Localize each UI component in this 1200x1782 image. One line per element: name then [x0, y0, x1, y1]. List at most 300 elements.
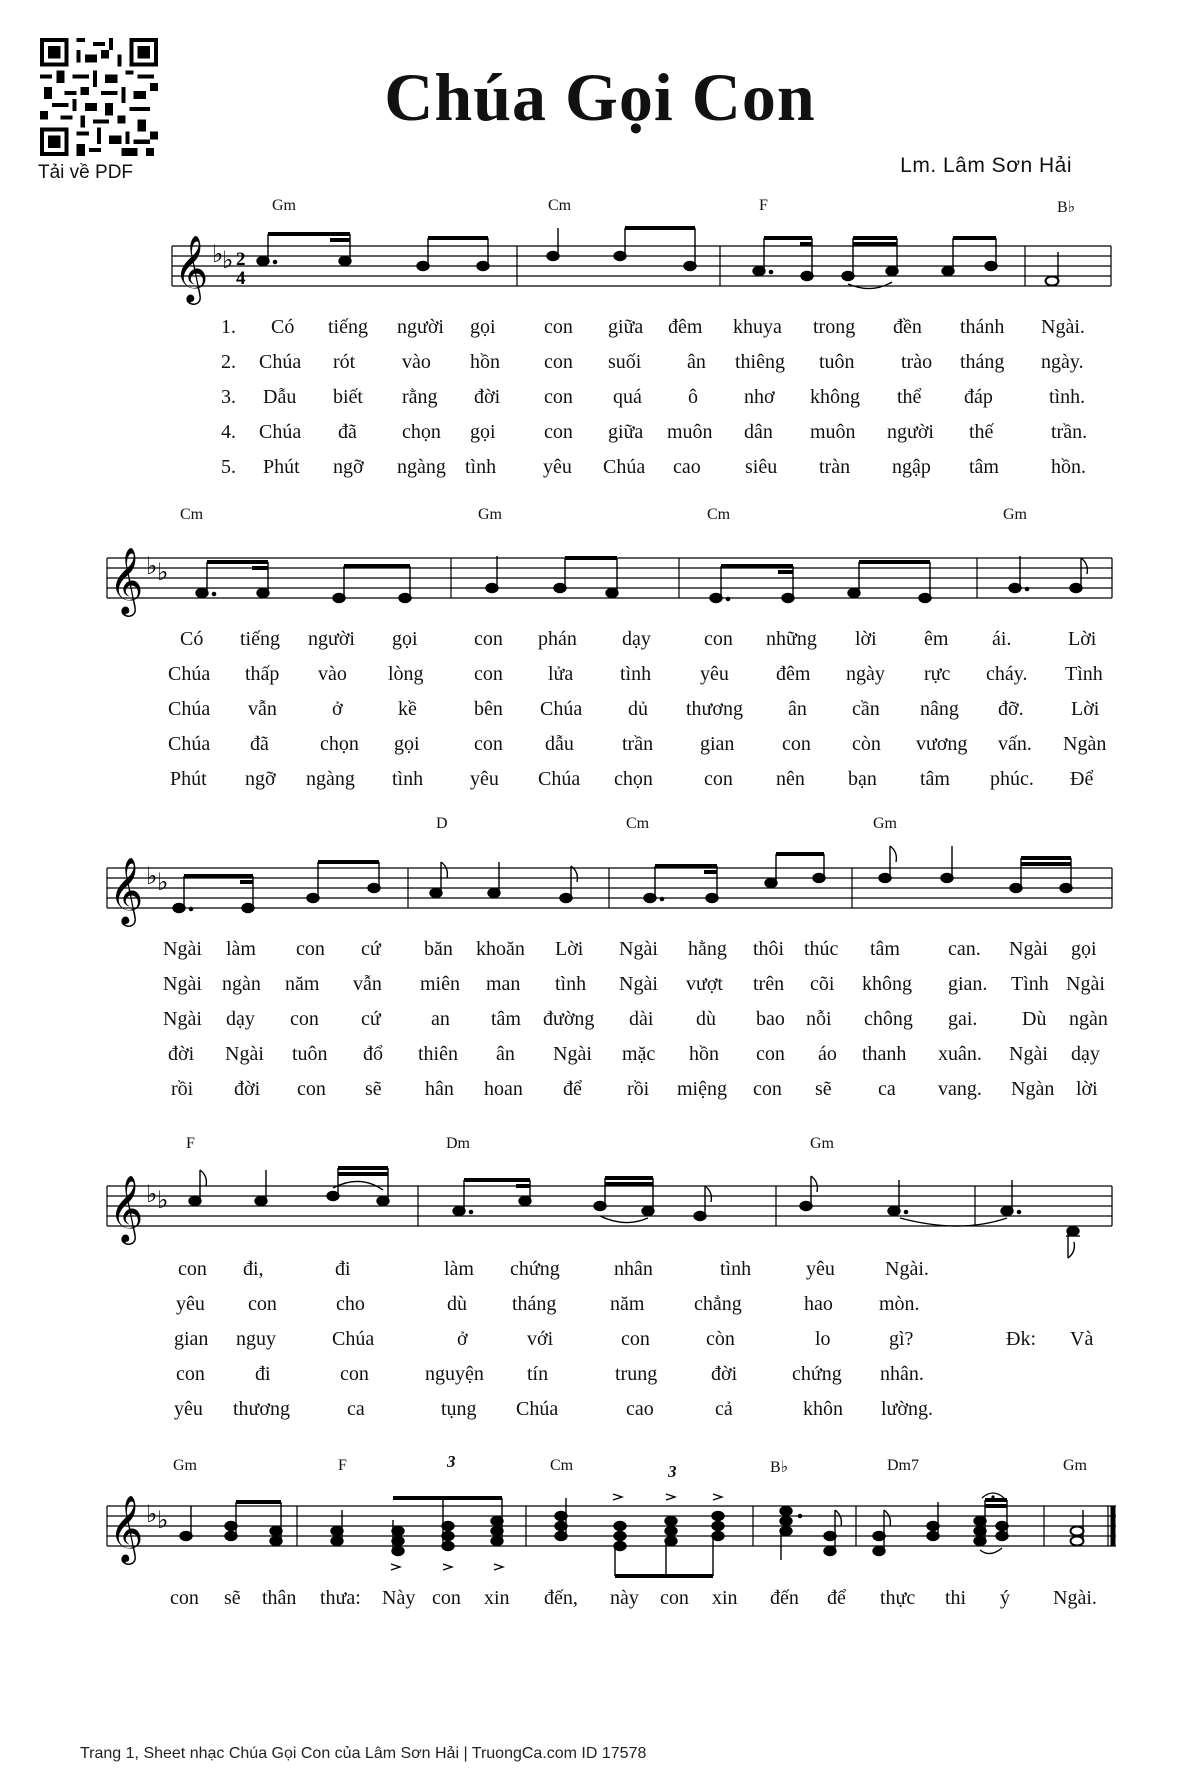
lyric-syllable: hằng	[688, 938, 727, 960]
lyric-syllable: Ngàn	[1011, 1078, 1055, 1100]
lyric-syllable: ân	[496, 1043, 515, 1065]
lyric-syllable: năm	[285, 973, 320, 995]
lyric-syllable: kề	[398, 698, 417, 720]
lyric-syllable: ca	[347, 1398, 365, 1420]
lyric-syllable: Và	[1070, 1328, 1094, 1350]
svg-text:♭: ♭	[157, 560, 169, 586]
lyric-syllable: nhân	[614, 1258, 653, 1280]
lyric-syllable: con	[782, 733, 811, 755]
lyric-syllable: yêu	[806, 1258, 835, 1280]
lyric-syllable: thúc	[804, 938, 839, 960]
lyric-syllable: cháy.	[986, 663, 1028, 685]
svg-text:♭: ♭	[157, 1508, 169, 1534]
chord-label: Cm	[626, 815, 650, 832]
lyric-syllable: tình	[720, 1258, 752, 1280]
lyric-syllable: nguy	[236, 1328, 276, 1350]
lyric-syllable: muôn	[667, 421, 713, 443]
lyric-syllable: thiên	[418, 1043, 458, 1065]
lyric-syllable: cao	[673, 456, 701, 478]
lyric-syllable: Chúa	[168, 733, 211, 755]
lyric-syllable: Ngài	[163, 938, 202, 960]
lyric-syllable: Ngài	[163, 1008, 202, 1030]
lyric-syllable: con	[248, 1293, 277, 1315]
lyric-syllable: tâm	[870, 938, 900, 960]
chord-label: Gm	[1063, 1457, 1087, 1474]
lyric-syllable: để	[827, 1587, 846, 1609]
lyric-syllable: con	[660, 1587, 689, 1609]
lyric-syllable: chẳng	[694, 1293, 742, 1315]
chord-label: B♭	[1057, 199, 1076, 216]
lyric-syllable: dạy	[622, 628, 651, 650]
lyric-syllable: để	[563, 1078, 582, 1100]
lyric-syllable: Ngài	[1066, 973, 1105, 995]
lyric-syllable: con	[621, 1328, 650, 1350]
lyric-syllable: con	[544, 316, 573, 338]
lyric-syllable: gian	[700, 733, 735, 755]
lyric-syllable: đêm	[668, 316, 703, 338]
lyric-syllable: lo	[815, 1328, 831, 1350]
lyric-syllable: chọn	[614, 768, 653, 790]
lyric-syllable: sẽ	[815, 1078, 832, 1100]
lyric-syllable: băn	[424, 938, 453, 960]
lyric-syllable: áo	[818, 1043, 837, 1065]
lyric-syllable: miên	[420, 973, 460, 995]
lyric-syllable: con	[170, 1587, 199, 1609]
lyric-syllable: 5.	[221, 456, 236, 478]
svg-text:4: 4	[236, 268, 246, 289]
lyric-syllable: đường	[543, 1008, 595, 1030]
lyric-syllable: yêu	[470, 768, 499, 790]
lyric-syllable: con	[176, 1363, 205, 1385]
lyric-syllable: Chúa	[332, 1328, 375, 1350]
lyric-syllable: Ngài	[225, 1043, 264, 1065]
lyric-syllable: an	[431, 1008, 450, 1030]
svg-text:𝄞: 𝄞	[174, 234, 209, 302]
lyric-syllable: đêm	[776, 663, 811, 685]
triplet-number: 3	[668, 1462, 677, 1481]
lyric-syllable: thưa:	[320, 1587, 361, 1609]
chord-label: F	[338, 1457, 347, 1474]
lyric-syllable: ngàn	[1069, 1008, 1108, 1030]
lyric-syllable: 1.	[221, 316, 236, 338]
svg-text:♭: ♭	[146, 1182, 158, 1208]
lyric-syllable: làm	[444, 1258, 474, 1280]
lyric-syllable: cõi	[810, 973, 835, 995]
lyric-syllable: gian	[174, 1328, 209, 1350]
lyric-syllable: Ngài.	[885, 1258, 929, 1280]
lyric-syllable: chứng	[510, 1258, 560, 1280]
lyric-syllable: làm	[226, 938, 256, 960]
lyric-syllable: tháng	[512, 1293, 557, 1315]
lyric-syllable: phán	[538, 628, 577, 650]
lyric-syllable: năm	[610, 1293, 645, 1315]
lyric-syllable: giữa	[608, 316, 644, 338]
chord-label: F	[759, 197, 768, 214]
lyric-syllable: Lời	[555, 938, 584, 960]
lyric-syllable: cứ	[361, 938, 381, 960]
staff-system-3	[0, 832, 1200, 942]
staff-system-1	[0, 210, 1200, 320]
lyric-syllable: xuân.	[938, 1043, 982, 1065]
lyric-syllable: yêu	[176, 1293, 205, 1315]
lyric-syllable: trào	[901, 351, 933, 373]
lyric-syllable: con	[474, 628, 503, 650]
lyric-syllable: bên	[474, 698, 503, 720]
composer: Lm. Lâm Sơn Hải	[900, 154, 1072, 177]
lyric-syllable: chọn	[402, 421, 441, 443]
lyric-syllable: lời	[855, 628, 877, 650]
lyric-syllable: can.	[948, 938, 981, 960]
lyric-syllable: con	[474, 663, 503, 685]
staff-system-2	[0, 522, 1200, 632]
lyric-syllable: con	[544, 386, 573, 408]
lyric-syllable: cho	[336, 1293, 365, 1315]
lyric-syllable: hân	[425, 1078, 454, 1100]
lyric-syllable: vẫn	[248, 698, 277, 720]
staff-system-4	[0, 1150, 1200, 1260]
lyric-syllable: vương	[916, 733, 968, 755]
lyric-syllable: yêu	[174, 1398, 203, 1420]
lyric-syllable: Chúa	[540, 698, 583, 720]
lyric-syllable: con	[474, 733, 503, 755]
lyric-syllable: Để	[1070, 768, 1094, 790]
lyric-syllable: giữa	[608, 421, 644, 443]
lyric-syllable: ca	[878, 1078, 896, 1100]
lyric-syllable: con	[544, 351, 573, 373]
lyric-syllable: nhân.	[880, 1363, 924, 1385]
lyric-syllable: phúc.	[990, 768, 1034, 790]
lyric-syllable: ô	[688, 386, 698, 408]
lyric-syllable: miệng	[677, 1078, 727, 1100]
lyric-syllable: lường.	[881, 1398, 933, 1420]
lyric-syllable: con	[704, 628, 733, 650]
lyric-syllable: tình	[392, 768, 424, 790]
lyric-syllable: xin	[712, 1587, 738, 1609]
lyric-syllable: Có	[180, 628, 204, 650]
lyric-syllable: đời	[234, 1078, 261, 1100]
lyric-syllable: yêu	[543, 456, 572, 478]
lyric-syllable: Lời	[1071, 698, 1100, 720]
lyric-syllable: siêu	[745, 456, 778, 478]
lyric-syllable: rực	[924, 663, 951, 685]
lyric-syllable: cần	[852, 698, 880, 720]
lyric-syllable: vào	[402, 351, 431, 373]
lyric-syllable: dân	[744, 421, 773, 443]
lyric-syllable: vượt	[686, 973, 723, 995]
lyric-syllable: dù	[447, 1293, 467, 1315]
lyric-syllable: Lời	[1068, 628, 1097, 650]
lyric-syllable: thương	[233, 1398, 290, 1420]
lyric-syllable: trần	[622, 733, 654, 755]
lyric-syllable: đổ	[363, 1043, 383, 1065]
lyric-syllable: tâm	[969, 456, 999, 478]
lyric-syllable: gì?	[889, 1328, 914, 1350]
lyric-syllable: rót	[333, 351, 356, 373]
svg-text:♭: ♭	[157, 870, 169, 896]
lyric-syllable: người	[397, 316, 444, 338]
lyric-syllable: mặc	[622, 1043, 656, 1065]
svg-text:𝄞: 𝄞	[109, 1174, 144, 1242]
lyric-syllable: Chúa	[168, 698, 211, 720]
lyric-syllable: thế	[969, 421, 994, 443]
lyric-syllable: đã	[338, 421, 357, 443]
lyric-syllable: Chúa	[168, 663, 211, 685]
chord-label: B♭	[770, 1459, 789, 1476]
lyric-syllable: đến	[770, 1587, 799, 1609]
lyric-syllable: hồn	[689, 1043, 719, 1065]
lyric-syllable: gọi	[470, 421, 496, 443]
lyric-syllable: Chúa	[516, 1398, 559, 1420]
download-pdf-link[interactable]: Tải về PDF	[38, 162, 134, 183]
lyric-syllable: ngàn	[222, 973, 261, 995]
lyric-syllable: Ngàn	[1063, 733, 1107, 755]
lyric-syllable: Ngài	[619, 973, 658, 995]
triplet-number: 3	[447, 1452, 456, 1471]
lyric-syllable: còn	[706, 1328, 735, 1350]
lyric-syllable: tràn	[819, 456, 851, 478]
svg-text:♭: ♭	[146, 864, 158, 890]
lyric-syllable: đến,	[544, 1587, 578, 1609]
chord-label: Cm	[550, 1457, 574, 1474]
lyric-syllable: thương	[686, 698, 743, 720]
lyric-syllable: con	[544, 421, 573, 443]
lyric-syllable: gọi	[470, 316, 496, 338]
chord-label: Dm7	[887, 1457, 919, 1474]
chord-label: Cm	[548, 197, 572, 214]
lyric-syllable: vào	[318, 663, 347, 685]
lyric-syllable: tình	[465, 456, 497, 478]
lyric-syllable: đời	[711, 1363, 738, 1385]
lyric-syllable: Dẫu	[263, 386, 297, 408]
lyric-syllable: ngàng	[306, 768, 355, 790]
lyric-syllable: ngày	[846, 663, 885, 685]
lyric-syllable: thi	[945, 1587, 967, 1609]
lyric-syllable: rồi	[627, 1078, 650, 1100]
lyric-syllable: tiếng	[328, 316, 368, 338]
lyric-syllable: thôi	[753, 938, 785, 960]
lyric-syllable: đáp	[964, 386, 993, 408]
lyric-syllable: ở	[332, 698, 343, 720]
lyric-syllable: đi,	[243, 1258, 264, 1280]
lyric-syllable: bạn	[848, 768, 877, 790]
lyric-syllable: trung	[615, 1363, 658, 1385]
chord-label: Gm	[1003, 506, 1027, 523]
lyric-syllable: chứng	[792, 1363, 842, 1385]
lyric-syllable: tâm	[491, 1008, 521, 1030]
lyric-syllable: mòn.	[879, 1293, 920, 1315]
lyric-syllable: Chúa	[259, 421, 302, 443]
lyric-syllable: trong	[813, 316, 856, 338]
lyric-syllable: con	[432, 1587, 461, 1609]
lyric-syllable: dẫu	[545, 733, 574, 755]
lyric-syllable: gọi	[1071, 938, 1097, 960]
lyric-syllable: thiêng	[735, 351, 785, 373]
lyric-syllable: tuôn	[292, 1043, 328, 1065]
svg-text:♭: ♭	[146, 1502, 158, 1528]
svg-text:𝄞: 𝄞	[109, 546, 144, 614]
lyric-syllable: Ngài	[619, 938, 658, 960]
lyric-syllable: tâm	[920, 768, 950, 790]
lyric-syllable: 4.	[221, 421, 236, 443]
lyric-syllable: thực	[880, 1587, 916, 1609]
lyric-syllable: lời	[1076, 1078, 1098, 1100]
lyric-syllable: thể	[897, 386, 922, 408]
lyric-syllable: man	[486, 973, 521, 995]
lyric-syllable: ngập	[892, 456, 931, 478]
lyric-syllable: người	[887, 421, 934, 443]
lyric-syllable: con	[340, 1363, 369, 1385]
lyric-syllable: này	[610, 1587, 639, 1609]
page-footer: Trang 1, Sheet nhạc Chúa Gọi Con của Lâm Sơn Hải | TruongCa.com ID 17578	[80, 1745, 647, 1762]
lyric-syllable: Đk:	[1006, 1328, 1036, 1350]
lyric-syllable: Tình	[1065, 663, 1103, 685]
lyric-syllable: gọi	[392, 628, 418, 650]
lyric-syllable: ý	[1000, 1587, 1010, 1609]
lyric-syllable: sẽ	[224, 1587, 241, 1609]
lyric-syllable: xin	[484, 1587, 510, 1609]
lyric-syllable: thấp	[245, 663, 280, 685]
lyric-syllable: dạy	[1071, 1043, 1100, 1065]
lyric-syllable: 2.	[221, 351, 236, 373]
lyric-syllable: đời	[168, 1043, 195, 1065]
lyric-syllable: hồn.	[1051, 456, 1086, 478]
lyric-syllable: Ngài.	[1041, 316, 1085, 338]
chord-label: Dm	[446, 1135, 470, 1152]
svg-text:𝄞: 𝄞	[109, 856, 144, 924]
lyric-syllable: dủ	[628, 698, 648, 720]
lyric-syllable: tuôn	[819, 351, 855, 373]
lyric-syllable: nỗi	[806, 1008, 832, 1030]
lyric-syllable: Chúa	[259, 351, 302, 373]
lyric-syllable: cao	[626, 1398, 654, 1420]
lyric-syllable: trần.	[1051, 421, 1088, 443]
lyric-syllable: tình.	[1049, 386, 1086, 408]
chord-label: Gm	[173, 1457, 197, 1474]
lyric-syllable: Dù	[1022, 1008, 1047, 1030]
lyric-syllable: Này	[382, 1587, 416, 1609]
lyric-syllable: đền	[893, 316, 922, 338]
lyric-syllable: Chúa	[538, 768, 581, 790]
lyric-syllable: gian.	[948, 973, 988, 995]
lyric-syllable: nâng	[920, 698, 959, 720]
lyric-syllable: khoăn	[476, 938, 525, 960]
lyric-syllable: gai.	[948, 1008, 978, 1030]
lyric-syllable: trên	[753, 973, 785, 995]
lyric-syllable: lửa	[548, 663, 574, 685]
svg-text:♭: ♭	[157, 1188, 169, 1214]
lyric-syllable: quá	[613, 386, 642, 408]
lyric-syllable: dù	[696, 1008, 716, 1030]
lyric-syllable: tụng	[441, 1398, 477, 1420]
lyric-syllable: con	[296, 938, 325, 960]
chord-label: Gm	[810, 1135, 834, 1152]
chord-label: F	[186, 1135, 195, 1152]
lyric-syllable: cứ	[361, 1008, 381, 1030]
lyric-syllable: tháng	[960, 351, 1005, 373]
lyric-syllable: ngàng	[397, 456, 446, 478]
svg-text:♭: ♭	[222, 248, 234, 274]
lyric-syllable: Ngài	[163, 973, 202, 995]
lyric-syllable: ái.	[992, 628, 1012, 650]
chord-label: Gm	[478, 506, 502, 523]
lyric-syllable: thân	[262, 1587, 297, 1609]
lyric-syllable: biết	[333, 386, 363, 408]
lyric-syllable: rồi	[171, 1078, 194, 1100]
lyric-syllable: Phút	[263, 456, 300, 478]
svg-text:2: 2	[236, 249, 246, 270]
lyric-syllable: tín	[527, 1363, 549, 1385]
staff-system-5	[0, 1470, 1200, 1590]
lyric-syllable: khuya	[733, 316, 782, 338]
lyric-syllable: êm	[924, 628, 949, 650]
lyric-syllable: rằng	[402, 386, 438, 408]
lyric-syllable: hoan	[484, 1078, 523, 1100]
lyric-syllable: nên	[776, 768, 805, 790]
song-title: Chúa Gọi Con	[384, 59, 816, 135]
lyric-syllable: tiếng	[240, 628, 280, 650]
lyric-syllable: con	[753, 1078, 782, 1100]
svg-text:♭: ♭	[146, 554, 158, 580]
lyric-syllable: lòng	[388, 663, 424, 685]
lyric-syllable: không	[810, 386, 860, 408]
lyric-syllable: vấn.	[998, 733, 1032, 755]
lyric-syllable: ân	[788, 698, 807, 720]
chord-label: D	[436, 815, 448, 832]
lyric-syllable: Có	[271, 316, 295, 338]
lyric-syllable: còn	[852, 733, 881, 755]
lyric-syllable: với	[527, 1328, 554, 1350]
lyric-syllable: đỡ.	[998, 698, 1024, 720]
lyric-syllable: yêu	[700, 663, 729, 685]
lyric-syllable: ở	[457, 1328, 468, 1350]
lyric-syllable: Chúa	[603, 456, 646, 478]
lyric-syllable: gọi	[394, 733, 420, 755]
lyric-syllable: chọn	[320, 733, 359, 755]
lyric-syllable: Ngài	[553, 1043, 592, 1065]
lyric-syllable: muôn	[810, 421, 856, 443]
chord-label: Cm	[707, 506, 731, 523]
lyric-syllable: con	[297, 1078, 326, 1100]
lyric-syllable: bao	[756, 1008, 785, 1030]
lyric-syllable: Tình	[1011, 973, 1049, 995]
lyric-syllable: cả	[715, 1398, 733, 1420]
lyric-syllable: suối	[608, 351, 642, 373]
lyric-syllable: hao	[804, 1293, 833, 1315]
lyric-syllable: con	[756, 1043, 785, 1065]
lyric-syllable: đi	[255, 1363, 271, 1385]
lyric-syllable: đời	[474, 386, 501, 408]
lyric-syllable: đã	[250, 733, 269, 755]
lyric-syllable: ngỡ	[333, 456, 364, 478]
lyric-syllable: khôn	[803, 1398, 843, 1420]
lyric-syllable: không	[862, 973, 912, 995]
lyric-syllable: thánh	[960, 316, 1005, 338]
lyric-syllable: thanh	[862, 1043, 907, 1065]
lyric-syllable: ân	[687, 351, 706, 373]
lyric-syllable: tình	[620, 663, 652, 685]
lyric-syllable: Ngài.	[1053, 1587, 1097, 1609]
svg-text:♭: ♭	[212, 242, 224, 268]
lyric-syllable: đi	[335, 1258, 351, 1280]
lyric-syllable: người	[308, 628, 355, 650]
lyric-syllable: ngỡ	[245, 768, 276, 790]
lyric-syllable: hồn	[470, 351, 500, 373]
lyric-syllable: con	[290, 1008, 319, 1030]
lyric-syllable: dạy	[226, 1008, 255, 1030]
chord-label: Gm	[272, 197, 296, 214]
lyric-syllable: những	[766, 628, 817, 650]
svg-text:𝄞: 𝄞	[109, 1494, 144, 1562]
